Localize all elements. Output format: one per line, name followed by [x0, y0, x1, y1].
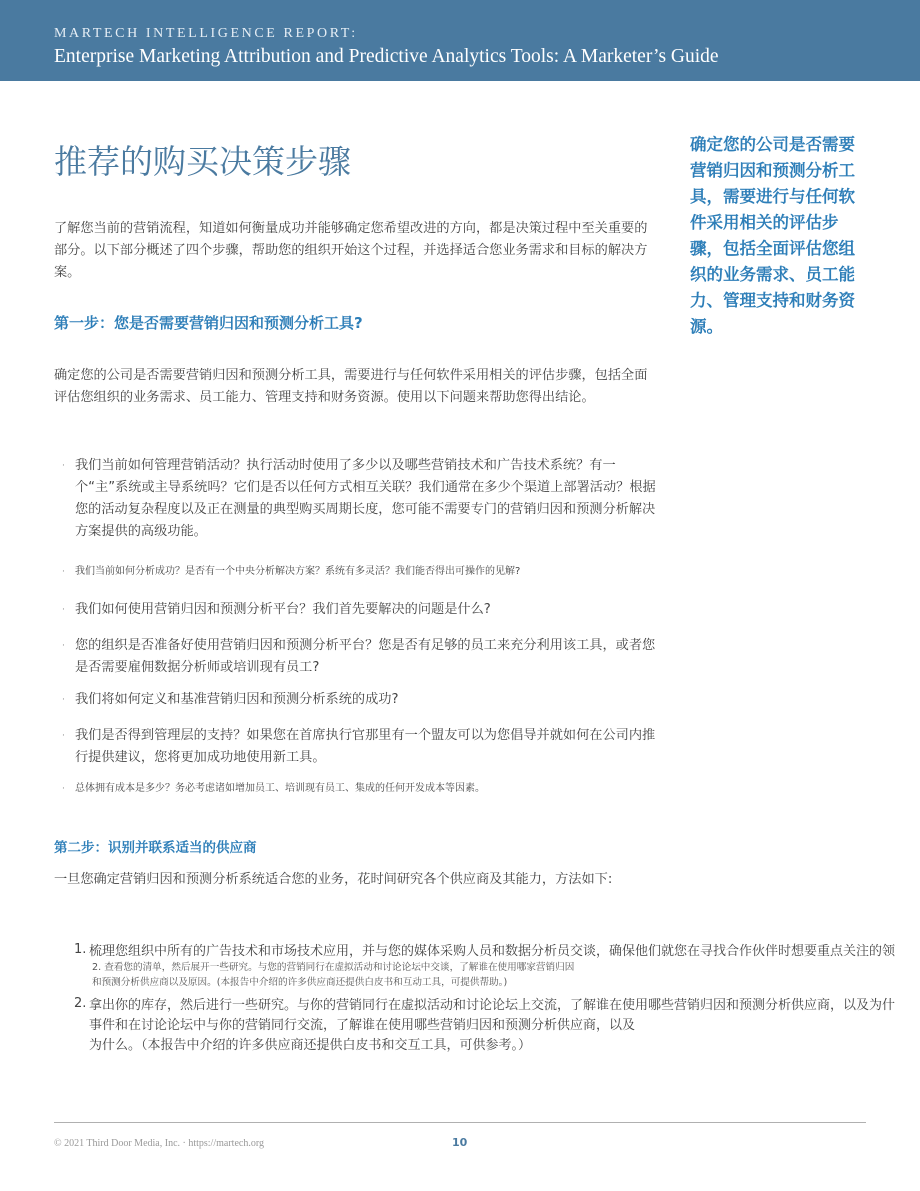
bullet-dot-icon: ·: [62, 641, 65, 651]
report-title: Enterprise Marketing Attribution and Predictive Analytics Tools: A Marketer’s Guide: [54, 46, 719, 67]
question-bullet: · 我们当前如何分析成功？是否有一个中央分析解决方案？系统有多灵活？我们能否得出可操作的见解?: [62, 563, 664, 581]
question-bullet: · 我们如何使用营销归因和预测分析平台？我们首先要解决的问题是什么?: [62, 599, 664, 621]
page-title: 推荐的购买决策步骤: [54, 142, 351, 181]
bullet-dot-icon: ·: [62, 567, 65, 577]
question-bullet: · 我们是否得到管理层的支持？如果您在首席执行官那里有一个盟友可以为您倡导并就如何在公司内推行提供建议，您将更加成功地使用新工具。: [62, 725, 664, 769]
step1-body: 确定您的公司是否需要营销归因和预测分析工具，需要进行与任何软件采用相关的评估步骤，包括全面评估您组织的业务需求、员工能力、管理支持和财务资源。使用以下问题来帮助您得出结论。: [54, 368, 648, 405]
step1-heading: 第一步：您是否需要营销归因和预测分析工具?: [54, 314, 363, 332]
question-bullet: · 我们当前如何管理营销活动？执行活动时使用了多少以及哪些营销技术和广告技术系统？有一个“主”系统或主导系统吗？它们是否以任何方式相互关联？我们通常在多少个渠道上部署活动？根据您的活动复杂程度以及正在测量的典型购买周期长度，您可能不需要专门的营销归因和预测分析解决方案提供的高级功能。: [62, 455, 664, 543]
bullet-dot-icon: ·: [62, 461, 65, 471]
step2-heading: 第二步：识别并联系适当的供应商: [54, 840, 257, 856]
overlapping-text-line: 和预测分析供应商以及原因。(本报告中介绍的许多供应商还提供白皮书和互动工具，可提供帮助。): [92, 977, 508, 988]
bullet-dot-icon: ·: [62, 784, 65, 794]
question-bullet: · 我们将如何定义和基准营销归因和预测分析系统的成功?: [62, 689, 664, 711]
overlapping-text-line: 2. 查看您的清单，然后展开一些研究。与您的营销同行在虚拟活动和讨论论坛中交谈，了解谁在使用哪家营销归因: [92, 962, 575, 973]
intro-paragraph: 了解您当前的营销流程，知道如何衡量成功并能够确定您希望改进的方向，都是决策过程中至关重要的部分。以下部分概述了四个步骤，帮助您的组织开始这个过程，并选择适合您业务需求和目标的解决方案。: [54, 221, 648, 280]
footer-copyright: © 2021 Third Door Media, Inc. · https://martech.org: [54, 1138, 264, 1149]
question-bullet: · 您的组织是否准备好使用营销归因和预测分析平台？您是否有足够的员工来充分利用该工具，或者您是否需要雇佣数据分析师或培训现有员工?: [62, 635, 664, 679]
page-number: 10: [452, 1136, 468, 1149]
sidebar-pull-quote: 确定您的公司是否需要营销归因和预测分析工具，需要进行与任何软件采用相关的评估步骤，包括全面评估您组织的业务需求、员工能力、管理支持和财务资源。: [690, 135, 855, 336]
report-header: [0, 0, 920, 81]
question-bullet: · 总体拥有成本是多少？务必考虑诸如增加员工、培训现有员工、集成的任何开发成本等因素。: [62, 780, 664, 798]
step2-body: 一旦您确定营销归因和预测分析系统适合您的业务，花时间研究各个供应商及其能力，方法如下:: [54, 872, 613, 887]
report-kicker: MARTECH INTELLIGENCE REPORT:: [54, 26, 358, 41]
footer-divider: [54, 1122, 866, 1123]
bullet-dot-icon: ·: [62, 605, 65, 615]
bullet-dot-icon: ·: [62, 731, 65, 741]
bullet-dot-icon: ·: [62, 695, 65, 705]
